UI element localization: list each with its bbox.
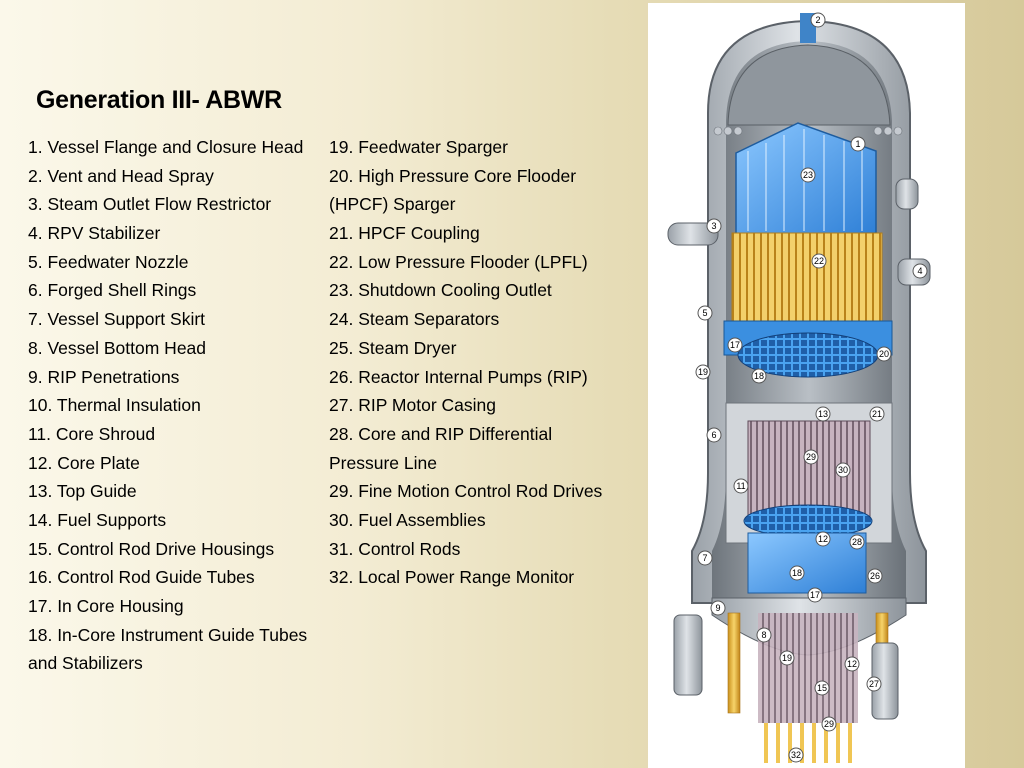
- callout-label: 11: [736, 481, 746, 491]
- reactor-vessel-diagram: [648, 3, 965, 768]
- legend-item: 24. Steam Separators: [329, 309, 500, 330]
- reactor-vessel-illustration: [648, 3, 965, 768]
- callout-marker: [851, 137, 865, 151]
- callout-marker: [790, 566, 804, 580]
- callout-label: 19: [697, 367, 709, 377]
- legend-item: 13. Top Guide: [28, 481, 137, 502]
- callout-marker: [698, 306, 712, 320]
- legend-item: 16. Control Rod Guide Tubes: [28, 567, 255, 588]
- callout-marker: [836, 463, 850, 477]
- callout-label: 32: [790, 750, 802, 760]
- callout-marker: [913, 264, 927, 278]
- legend-item: 26. Reactor Internal Pumps (RIP): [329, 366, 588, 387]
- callout-marker: [757, 628, 771, 642]
- legend-item: 25. Steam Dryer: [329, 337, 457, 358]
- callout-marker: [845, 657, 859, 671]
- legend-item: 8. Vessel Bottom Head: [28, 337, 207, 358]
- callout-label: 18: [753, 371, 765, 381]
- callout-marker: [789, 748, 803, 762]
- legend-item: 12. Core Plate: [28, 452, 140, 473]
- legend-item: 5. Feedwater Nozzle: [28, 251, 189, 272]
- callout-label: 13: [817, 409, 829, 419]
- callout-marker: [734, 479, 748, 493]
- legend-column-right: [329, 136, 629, 595]
- callout-label: 20: [878, 349, 890, 359]
- callout-marker: [850, 535, 864, 549]
- callout-label: 23: [802, 170, 814, 180]
- callout-label: 30: [837, 465, 849, 475]
- legend-item: and Stabilizers: [28, 653, 143, 674]
- callout-label: 22: [813, 256, 825, 266]
- legend-item: 31. Control Rods: [329, 538, 461, 559]
- callout-label: 19: [781, 653, 793, 663]
- callout-label: 4: [917, 266, 923, 276]
- callout-marker: [822, 717, 836, 731]
- callout-label: 12: [846, 659, 858, 669]
- callout-marker: [868, 569, 882, 583]
- callout-label: 29: [823, 719, 835, 729]
- legend-item: 15. Control Rod Drive Housings: [28, 538, 275, 559]
- callout-marker: [867, 677, 881, 691]
- legend-item: 20. High Pressure Core Flooder: [329, 165, 577, 186]
- callout-label: 15: [816, 683, 828, 693]
- callout-marker: [780, 651, 794, 665]
- legend-item: 29. Fine Motion Control Rod Drives: [329, 481, 603, 502]
- legend-item: 2. Vent and Head Spray: [28, 165, 214, 186]
- callout-marker: [711, 601, 725, 615]
- callout-label: 6: [711, 430, 717, 440]
- legend-item: 32. Local Power Range Monitor: [329, 567, 575, 588]
- callout-marker: [870, 407, 884, 421]
- callout-marker: [801, 168, 815, 182]
- legend-item: 28. Core and RIP Differential: [329, 423, 553, 444]
- legend-item: 1. Vessel Flange and Closure Head: [28, 137, 304, 157]
- callout-marker: [752, 369, 766, 383]
- callout-marker: [815, 681, 829, 695]
- callout-label: 2: [815, 15, 821, 25]
- callout-marker: [728, 338, 742, 352]
- legend-item: 23. Shutdown Cooling Outlet: [329, 280, 552, 301]
- legend-item: 19. Feedwater Sparger: [329, 137, 508, 157]
- legend-item: 7. Vessel Support Skirt: [28, 309, 206, 330]
- legend-item: 17. In Core Housing: [28, 596, 184, 616]
- callout-label: 17: [729, 340, 741, 350]
- legend-item: 30. Fuel Assemblies: [329, 509, 486, 530]
- callout-label: 27: [868, 679, 880, 689]
- callout-label: 29: [805, 452, 817, 462]
- callout-label: 3: [711, 221, 717, 231]
- callout-label: 17: [809, 590, 821, 600]
- legend-item: 11. Core Shroud: [28, 423, 156, 444]
- callout-label: 9: [715, 603, 721, 613]
- callout-marker: [877, 347, 891, 361]
- callout-label: 18: [791, 568, 803, 578]
- legend-item: 4. RPV Stabilizer: [28, 223, 161, 244]
- callout-marker: [816, 532, 830, 546]
- legend-item: 14. Fuel Supports: [28, 509, 167, 530]
- legend-item: 3. Steam Outlet Flow Restrictor: [28, 194, 272, 215]
- legend-item: Pressure Line: [329, 452, 437, 473]
- callout-label: 1: [855, 139, 861, 149]
- callout-marker: [816, 407, 830, 421]
- slide-title: Generation III- ABWR: [36, 86, 282, 114]
- callout-label: 12: [817, 534, 829, 544]
- legend-item: 22. Low Pressure Flooder (LPFL): [329, 251, 588, 272]
- callout-label: 21: [871, 409, 883, 419]
- legend-item: 18. In-Core Instrument Guide Tubes: [28, 624, 308, 645]
- callout-label: 7: [702, 553, 708, 563]
- callout-marker: [811, 13, 825, 27]
- callout-marker: [707, 219, 721, 233]
- callout-label: 26: [869, 571, 881, 581]
- legend-item: (HPCF) Sparger: [329, 194, 456, 215]
- legend-item: 6. Forged Shell Rings: [28, 280, 197, 301]
- callout-marker: [698, 551, 712, 565]
- callout-marker: [812, 254, 826, 268]
- callout-marker: [808, 588, 822, 602]
- callout-label: 8: [761, 630, 767, 640]
- callout-marker: [696, 365, 710, 379]
- legend-item: 21. HPCF Coupling: [329, 223, 480, 244]
- callout-label: 28: [851, 537, 863, 547]
- legend-item: 27. RIP Motor Casing: [329, 395, 496, 416]
- legend-item: 9. RIP Penetrations: [28, 366, 180, 387]
- callout-marker: [707, 428, 721, 442]
- callout-label: 5: [702, 308, 708, 318]
- legend-column-left: [28, 136, 320, 681]
- legend-item: 10. Thermal Insulation: [28, 395, 201, 416]
- callout-marker: [804, 450, 818, 464]
